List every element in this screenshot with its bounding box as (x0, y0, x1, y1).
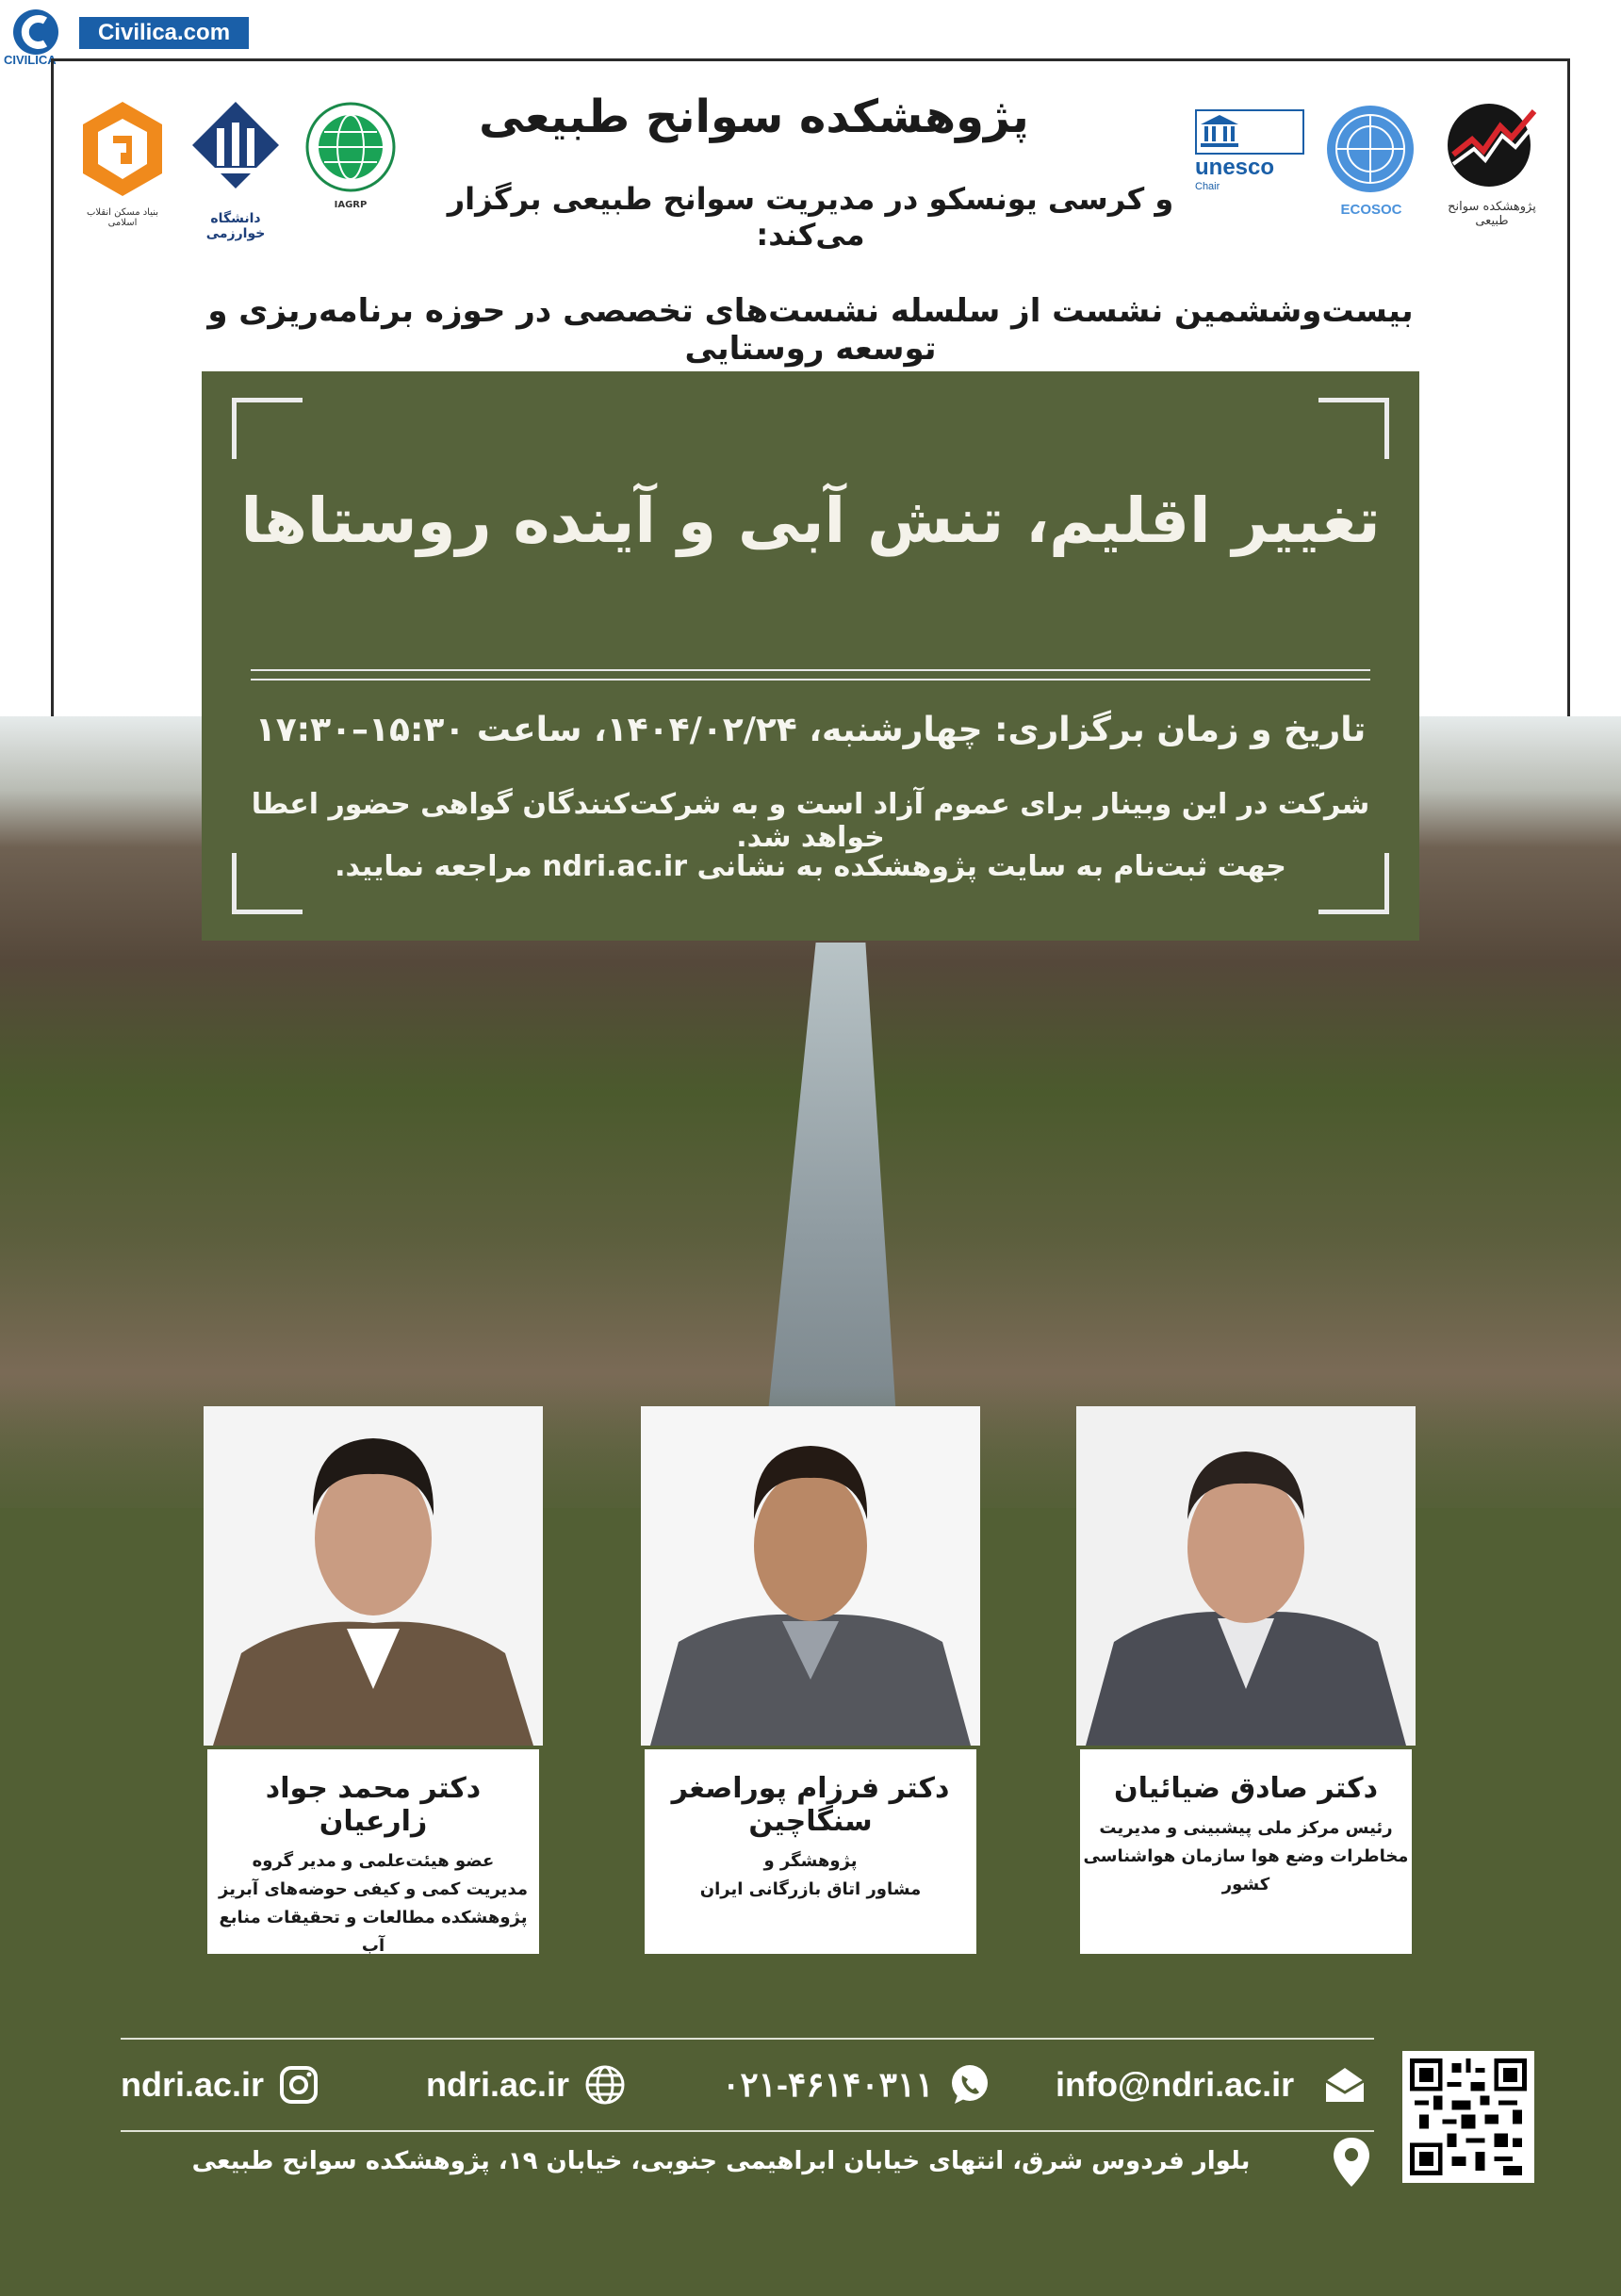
unesco-chair-logo (1195, 109, 1308, 194)
iagrp-caption: IAGRP (334, 200, 368, 210)
corner-top-left (232, 398, 303, 459)
website-contact[interactable] (426, 2064, 628, 2106)
globe-icon (302, 98, 400, 196)
speaker-name: دکتر صادق ضیائیان (1114, 1772, 1378, 1805)
ecosoc-caption: ECOSOC (1340, 202, 1402, 218)
housing-foundation-caption: بنیاد مسکن انقلاب اسلامی (86, 207, 159, 228)
instagram-contact[interactable] (121, 2064, 320, 2106)
civilica-small-label: CIVILICA (4, 53, 57, 67)
series-heading: بیست‌وششمین نشست از سلسله نشست‌های تخصصی در حوزه برنامه‌ریزی و توسعه روستایی (207, 292, 1414, 368)
kharazmi-university-logo (188, 98, 283, 249)
speaker-photo (1076, 1406, 1416, 1746)
speaker-info (1076, 1746, 1416, 1958)
speaker-card-ziaeian (1076, 1406, 1416, 1958)
speaker-name: دکتر فرزام پوراصغر سنگاچین (671, 1772, 950, 1838)
housing-foundation-icon (75, 98, 170, 204)
ndri-logo (1440, 92, 1544, 253)
registration-note[interactable]: جهت ثبت‌نام به سایت پژوهشکده به نشانی ndri.ac.ir مراجعه نمایید. (335, 850, 1286, 883)
whatsapp-icon (947, 2062, 992, 2107)
envelope-icon (1322, 2064, 1367, 2106)
unesco-chair-caption: Chair (1195, 181, 1220, 192)
phone-number[interactable]: ۰۲۱-۴۶۱۴۰۳۱۱ (722, 2065, 934, 2104)
kharazmi-university-caption: دانشگاه خوارزمی (205, 211, 266, 241)
qr-code[interactable] (1402, 2051, 1534, 2183)
speaker-role-line: پژوهشکده مطالعات و تحقیقات منابع آب (219, 1908, 528, 1956)
speaker-card-pourasghar (641, 1406, 980, 1958)
unesco-caption: unesco (1195, 155, 1275, 180)
institute-title: پژوهشکده سوانح طبیعی (479, 90, 1029, 143)
participation-note: شرکت در این وبینار برای عموم آزاد است و به شرکت‌کنندگان گواهی حضور اعطا خواهد شد. (251, 788, 1370, 854)
divider-line (251, 679, 1370, 681)
institute-subtitle: و کرسی یونسکو در مدیریت سوانح طبیعی برگزار می‌کند: (447, 181, 1174, 253)
location-pin-icon (1331, 2136, 1372, 2189)
qr-code-icon (1410, 2058, 1527, 2175)
civilica-site-link[interactable]: Civilica.com (79, 17, 249, 49)
speaker-portrait-icon (641, 1406, 980, 1746)
housing-foundation-logo (75, 98, 170, 249)
event-box (202, 371, 1419, 941)
phone-contact[interactable] (722, 2064, 992, 2106)
ndri-emblem-icon (1440, 92, 1544, 196)
speaker-role-line: مشاور اتاق بازرگانی ایران (699, 1879, 922, 1899)
corner-top-right (1318, 398, 1389, 459)
postal-address: بلوار فردوس شرق، انتهای خیابان ابراهیمی جنوبی، خیابان ۱۹، پژوهشکده سوانح طبیعی (191, 2147, 1251, 2175)
kharazmi-university-icon (188, 98, 283, 207)
speaker-role-line: مدیریت کمی و کیفی حوضه‌های آبریز (219, 1879, 528, 1899)
instagram-icon (277, 2063, 320, 2107)
event-title: تغییر اقلیم، تنش آبی و آینده روستاها (240, 484, 1381, 557)
ecosoc-logo (1319, 100, 1423, 219)
event-date-time: تاریخ و زمان برگزاری: چهارشنبه، ۱۴۰۴/۰۲/۲۴، ساعت ۱۵:۳۰–۱۷:۳۰ (254, 711, 1367, 749)
speaker-role-line: عضو هیئت‌علمی و مدیر گروه (252, 1851, 495, 1871)
instagram-handle[interactable]: ndri.ac.ir (121, 2065, 265, 2104)
speaker-info (641, 1746, 980, 1958)
speaker-card-zareian (204, 1406, 543, 1958)
unesco-temple-icon (1197, 111, 1242, 149)
speaker-role-line: مخاطرات وضع هوا سازمان هواشناسی کشور (1083, 1846, 1409, 1894)
iagrp-logo (302, 98, 400, 211)
footer-divider (121, 2130, 1374, 2132)
email-contact[interactable] (1056, 2064, 1367, 2106)
speaker-role-line: پژوهشگر و (763, 1851, 858, 1871)
speaker-role-line: رئیس مرکز ملی پیشبینی و مدیریت (1099, 1818, 1393, 1838)
website-link[interactable]: ndri.ac.ir (426, 2065, 570, 2104)
globe-icon (582, 2062, 628, 2107)
speaker-portrait-icon (1076, 1406, 1416, 1746)
speaker-photo (204, 1406, 543, 1746)
speaker-photo (641, 1406, 980, 1746)
un-emblem-icon (1319, 100, 1421, 198)
speaker-portrait-icon (204, 1406, 543, 1746)
speaker-info (204, 1746, 543, 1958)
ndri-caption: پژوهشکده سوانح طبیعی (1448, 200, 1536, 228)
email-address[interactable]: info@ndri.ac.ir (1056, 2065, 1295, 2104)
divider-line (251, 669, 1370, 671)
speaker-name: دکتر محمد جواد زارعیان (265, 1772, 482, 1838)
footer-divider (121, 2038, 1374, 2040)
